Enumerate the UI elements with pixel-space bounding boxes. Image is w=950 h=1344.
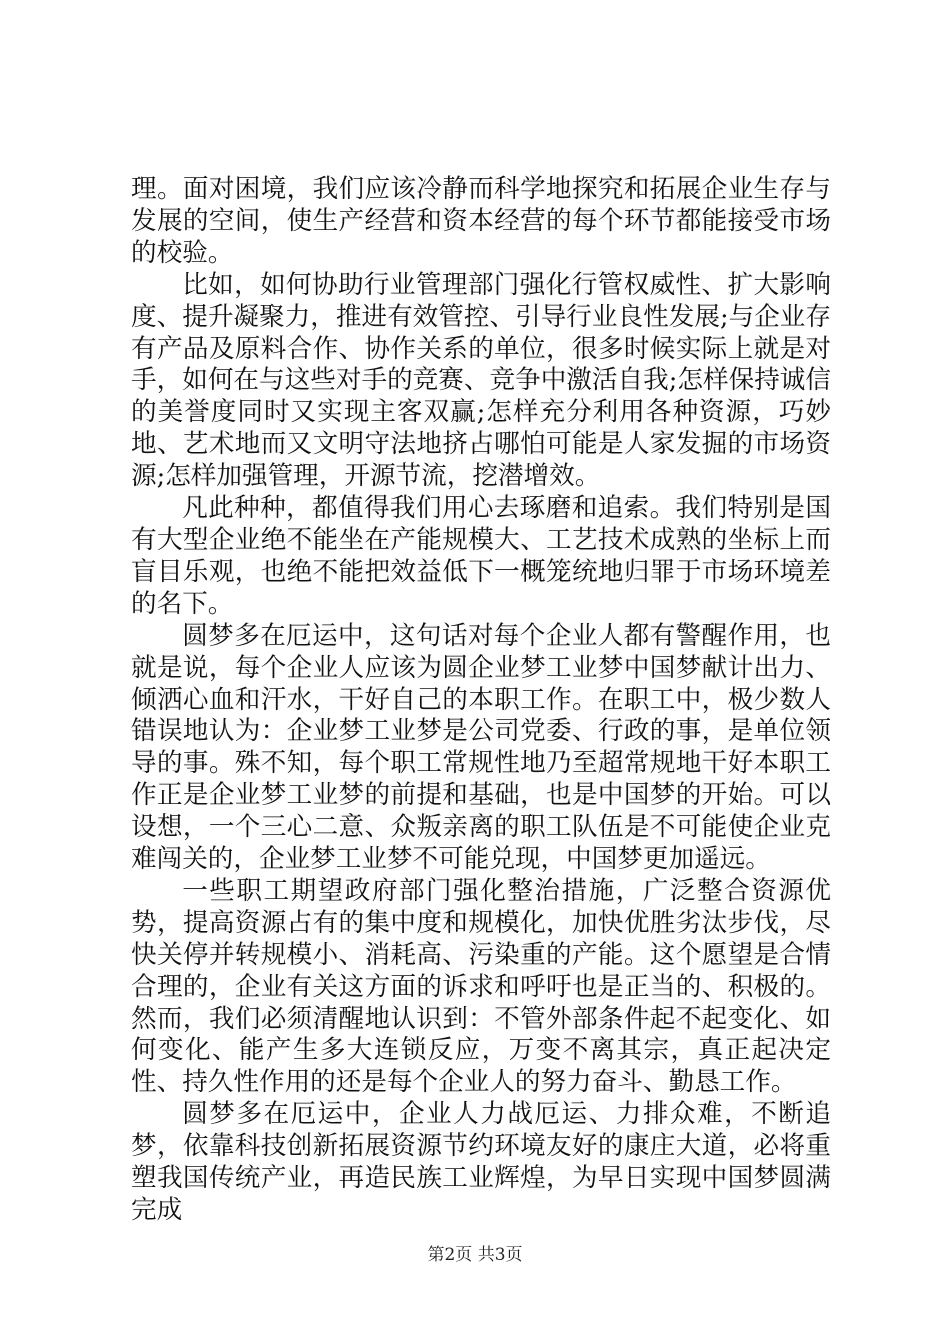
paragraph: 圆梦多在厄运中，企业人力战厄运、力排众难，不断追梦，依靠科技创新拓展资源节约环境友好的康庄大道，必将重塑我国传统产业，再造民族工业辉煌，为早日实现中国梦圆满完成 xyxy=(131,1099,831,1225)
paragraph: 凡此种种，都值得我们用心去琢磨和追索。我们特别是国有大型企业绝不能坐在产能规模大、工艺技术成熟的坐标上而盲目乐观，也绝不能把效益低下一概笼统地归罪于市场环境差的名下。 xyxy=(131,493,831,619)
paragraph: 一些职工期望政府部门强化整治措施，广泛整合资源优势，提高资源占有的集中度和规模化，加快优胜劣汰步伐，尽快关停并转规模小、消耗高、污染重的产能。这个愿望是合情合理的，企业有关这方面的诉求和呼吁也是正当的、积极的。然而，我们必须清醒地认识到：不管外部条件起不起变化、如何变化、能产生多大连锁反应，万变不离其宗，真正起决定性、持久性作用的还是每个企业人的努力奋斗、勤恳工作。 xyxy=(131,875,831,1098)
document-body xyxy=(131,174,831,1227)
page-number: 第2页 共3页 xyxy=(427,1245,523,1265)
page-footer xyxy=(0,1244,950,1266)
paragraph: 圆梦多在厄运中，这句话对每个企业人都有警醒作用，也就是说，每个企业人应该为圆企业梦工业梦中国梦献计出力、倾洒心血和汗水，干好自己的本职工作。在职工中，极少数人错误地认为：企业梦工业梦是公司党委、行政的事，是单位领导的事。殊不知，每个职工常规性地乃至超常规地干好本职工作正是企业梦工业梦的前提和基础，也是中国梦的开始。可以设想，一个三心二意、众叛亲离的职工队伍是不可能使企业克难闯关的，企业梦工业梦不可能兑现，中国梦更加遥远。 xyxy=(131,620,831,875)
paragraph: 比如，如何协助行业管理部门强化行管权威性、扩大影响度、提升凝聚力，推进有效管控、引导行业良性发展;与企业存有产品及原料合作、协作关系的单位，很多时候实际上就是对手，如何在与这些对手的竞赛、竞争中激活自我;怎样保持诚信的美誉度同时又实现主客双赢;怎样充分利用各种资源，巧妙地、艺术地而又文明守法地挤占哪怕可能是人家发掘的市场资源;怎样加强管理，开源节流，挖潜增效。 xyxy=(131,269,831,492)
paragraph-continued: 理。面对困境，我们应该冷静而科学地探究和拓展企业生存与发展的空间，使生产经营和资本经营的每个环节都能接受市场的校验。 xyxy=(131,174,831,268)
